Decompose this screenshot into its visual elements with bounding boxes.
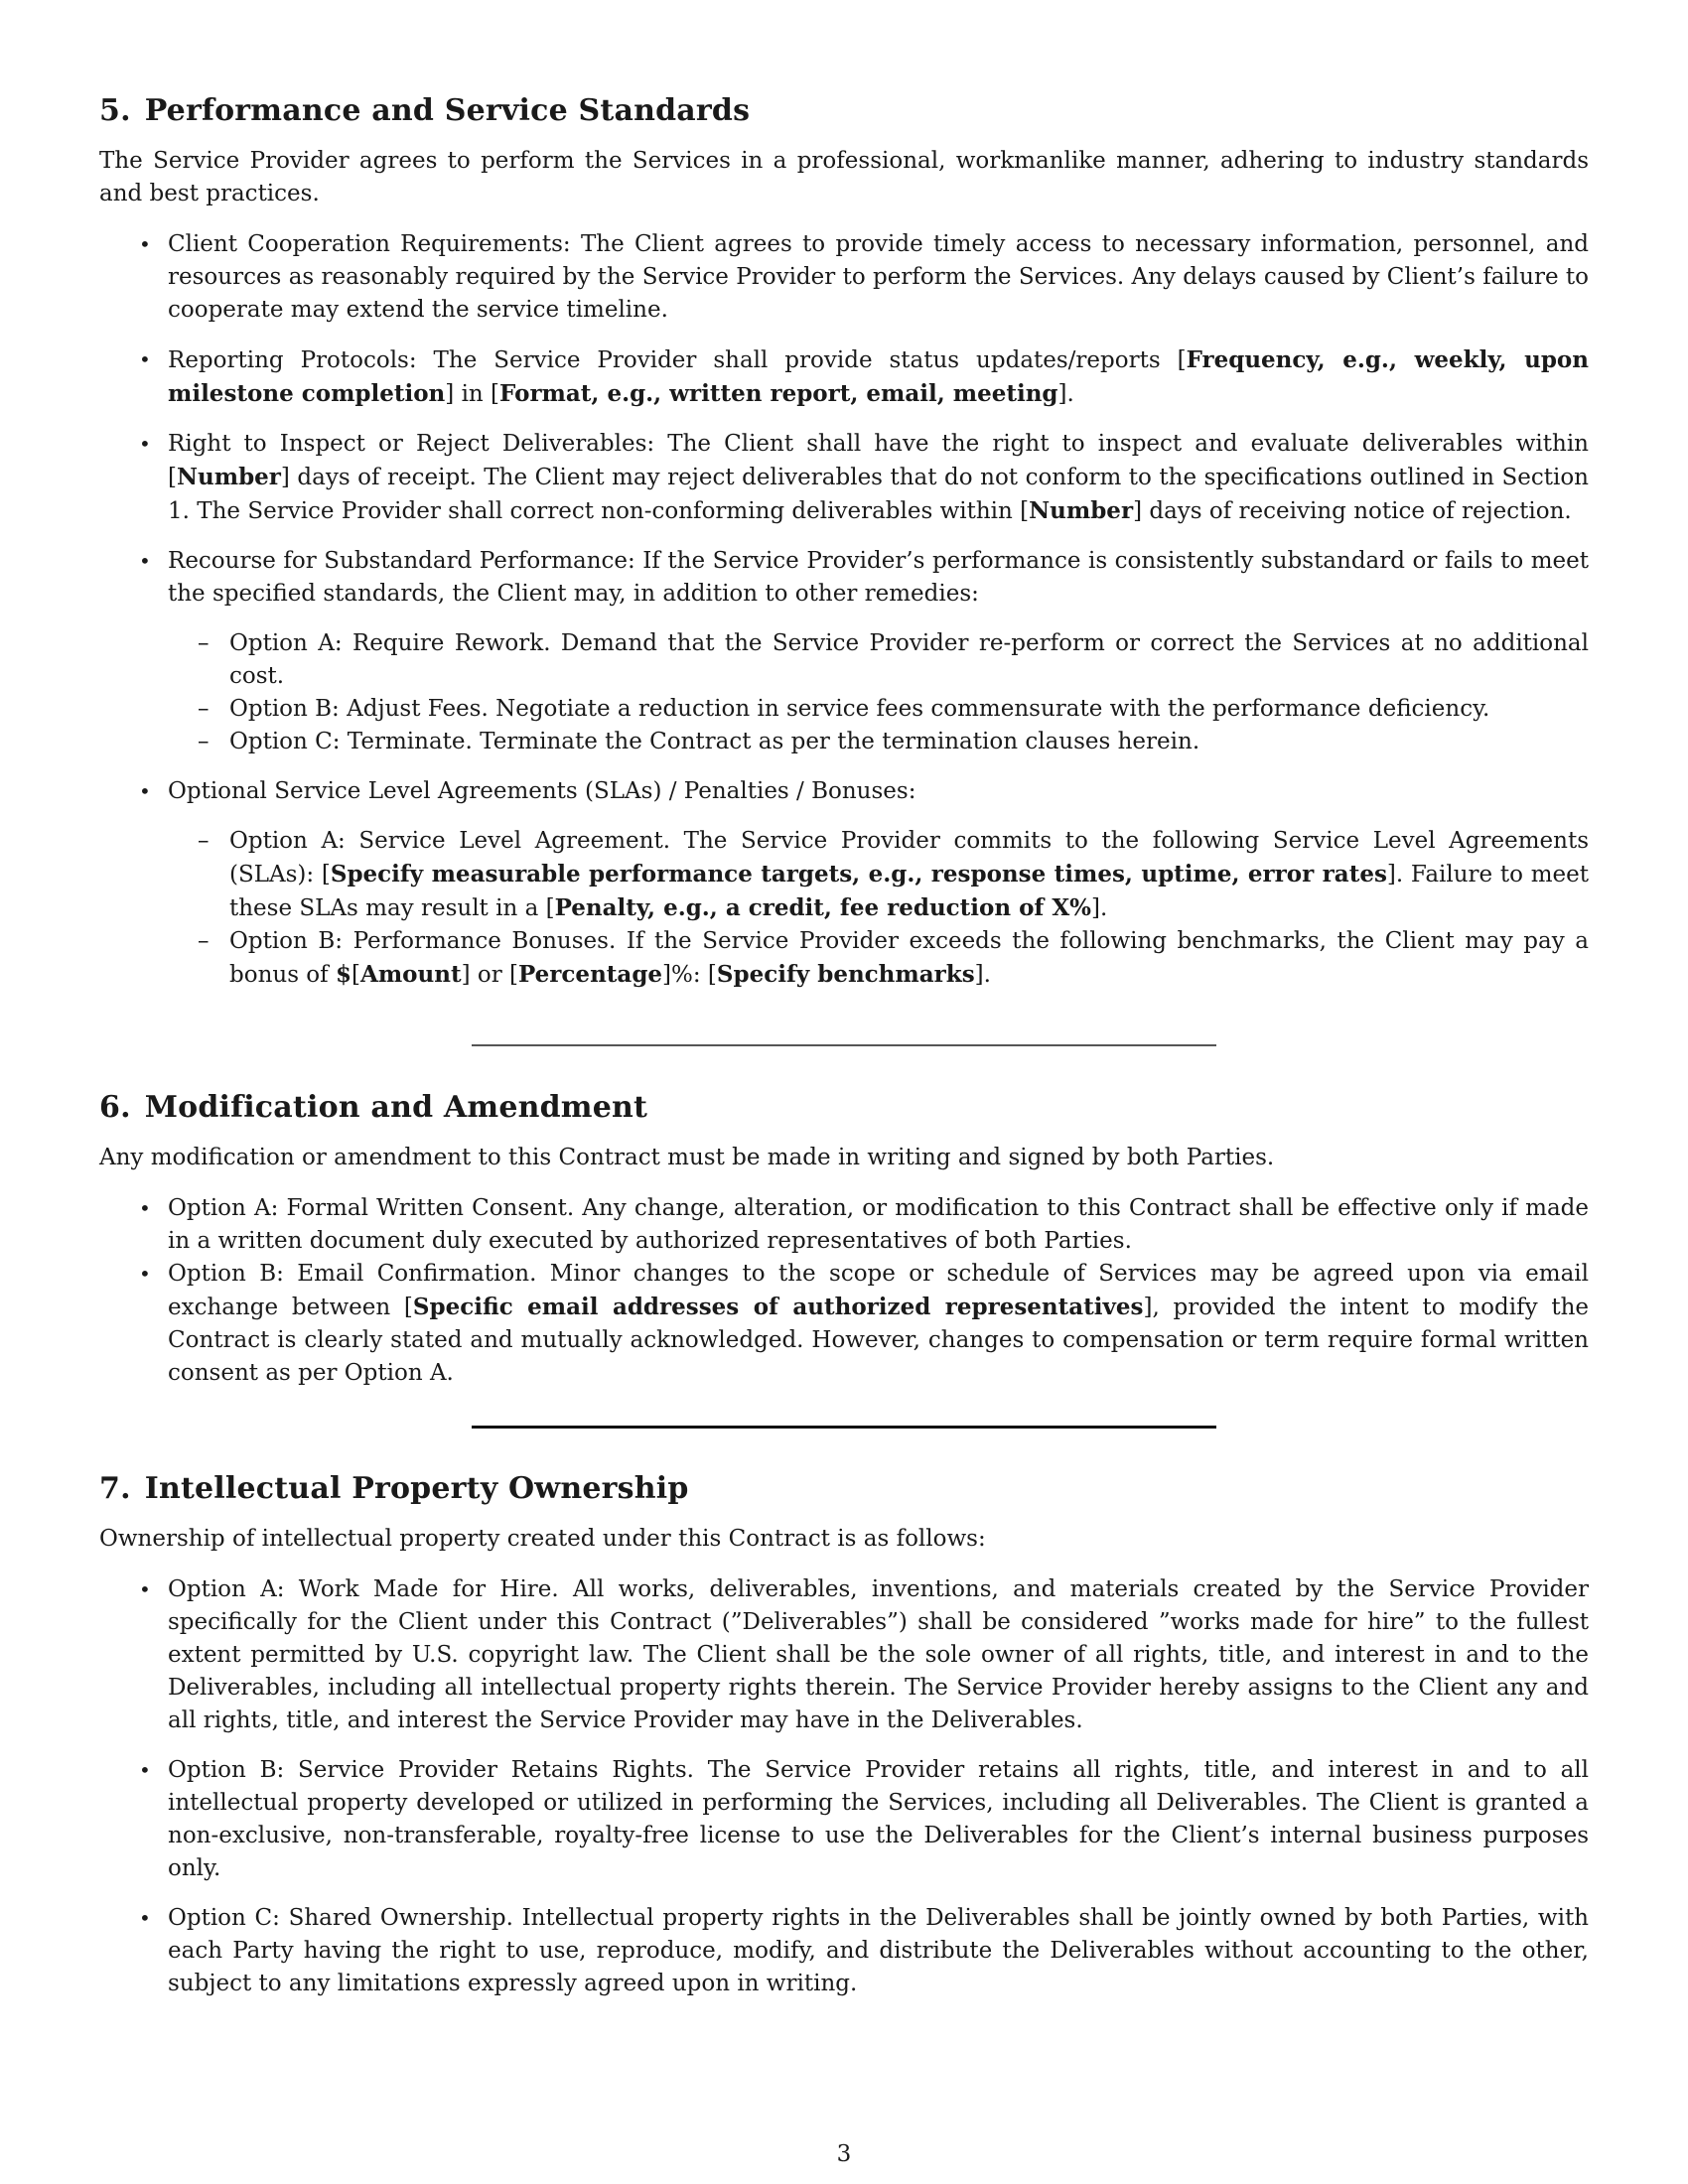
option-item — [168, 693, 1589, 726]
body-text: ] days of receipt. The Client may reject deliverables that do not conform to the specifications outlined in Section 1. The Service Provider shall correct non-conforming deliverables within [ — [168, 465, 1589, 524]
option-item — [168, 825, 1589, 925]
horizontal-rule — [472, 1426, 1216, 1429]
placeholder-field-text: Specify measurable performance targets, e.g., response times, uptime, error rates — [330, 861, 1387, 887]
placeholder-field-text: Penalty, e.g., a credit, fee reduction of X% — [554, 894, 1092, 921]
body-text: Client Cooperation Requirements: The Client agrees to provide timely access to necessary information, personnel, and resources as reasonably required by the Service Provider to perform the Services. Any delays caused by Client’s failure to cooperate may extend the service timeline. — [168, 231, 1589, 323]
body-text: [ — [352, 962, 360, 988]
bullet-icon: • — [139, 1262, 151, 1286]
body-text: Option A: Work Made for Hire. All works, deliverables, inventions, and materials created by the Service Provider specifically for the Client under this Contract (”Deliverables”) shall be considered ”works made for hire” to the fullest extent permitted by U.S. copyright law. The Client shall be the sole owner of all rights, title, and interest in and to the Deliverables, including all intellectual property rights therein. The Service Provider hereby assigns to the Client any and all rights, title, and interest the Service Provider may have in the Deliverables. — [168, 1576, 1589, 1733]
horizontal-rule — [472, 1044, 1216, 1046]
dash-icon: – — [198, 630, 210, 656]
clause-text — [168, 1261, 1589, 1386]
bullet-icon: • — [139, 1906, 151, 1930]
bullet-icon: • — [139, 1758, 151, 1782]
section-number: 7. — [99, 1471, 131, 1506]
option-list — [168, 825, 1589, 992]
clause-text — [168, 431, 1589, 524]
body-text: Option C: Shared Ownership. Intellectual property rights in the Deliverables shall be jointly owned by both Parties, with each Party having the right to use, reproduce, modify, and distribute the Deliverables without accounting to the other, subject to any limitations expressly agreed upon in writing. — [168, 1905, 1589, 1996]
body-text: Option A: Require Rework. Demand that the Service Provider re-perform or correct the Services at no additional cost. — [229, 630, 1589, 689]
option-text — [229, 928, 1589, 988]
body-text: ], provided the intent to modify the Contract is clearly stated and mutually acknowledged. However, changes to compensation or term require formal written consent as per Option A. — [168, 1295, 1589, 1386]
body-text: ]. — [1057, 381, 1074, 407]
clause-item — [99, 1573, 1589, 1737]
clause-list — [99, 1573, 1589, 2000]
clause-text — [168, 1195, 1589, 1254]
clause-text — [168, 1576, 1589, 1733]
body-text: ]%: [ — [662, 962, 717, 988]
placeholder-field-text: Specify benchmarks — [716, 961, 975, 988]
clause-item — [99, 775, 1589, 992]
bullet-icon: • — [139, 232, 151, 256]
option-text — [229, 696, 1489, 722]
section-heading — [99, 1088, 1589, 1128]
option-item — [168, 627, 1589, 693]
body-text: Option A: Formal Written Consent. Any change, alteration, or modification to this Contract shall be effective only if made in a written document duly executed by authorized representatives of both Parties. — [168, 1195, 1589, 1254]
clause-text — [168, 778, 915, 804]
section-title: Performance and Service Standards — [144, 93, 751, 128]
section-title: Intellectual Property Ownership — [144, 1471, 689, 1506]
clause-text — [168, 1905, 1589, 1996]
dash-icon: – — [198, 928, 210, 954]
clause-list — [99, 1192, 1589, 1390]
option-text — [229, 828, 1589, 921]
clause-item — [99, 1902, 1589, 2000]
placeholder-field-text: Frequency, e.g., weekly, upon milestone completion — [168, 346, 1589, 407]
bullet-icon: • — [139, 1196, 151, 1220]
body-text: Option B: Adjust Fees. Negotiate a reduction in service fees commensurate with the performance deficiency. — [229, 696, 1490, 722]
option-item — [168, 925, 1589, 992]
placeholder-field-text: Format, e.g., written report, email, meeting — [499, 380, 1058, 407]
placeholder-field-text: Specific email addresses of authorized representatives — [412, 1294, 1144, 1320]
body-text: ] or [ — [461, 962, 518, 988]
section-6 — [99, 1088, 1589, 1390]
body-text: Optional Service Level Agreements (SLAs) / Penalties / Bonuses: — [168, 778, 916, 804]
clause-text — [168, 1757, 1589, 1881]
body-text: Reporting Protocols: The Service Provider shall provide status updates/reports [ — [168, 347, 1187, 373]
placeholder-field-text: Amount — [359, 961, 462, 988]
body-text: ] in [ — [445, 381, 500, 407]
clause-item — [99, 428, 1589, 528]
placeholder-field-text: $ — [335, 961, 352, 988]
option-item — [168, 726, 1589, 758]
section-7 — [99, 1469, 1589, 2000]
clause-list — [99, 228, 1589, 992]
clause-text — [168, 548, 1589, 607]
bullet-icon: • — [139, 779, 151, 803]
dash-icon: – — [198, 828, 210, 854]
bullet-icon: • — [139, 549, 151, 573]
section-title: Modification and Amendment — [144, 1090, 648, 1125]
body-text: Option B: Email Confirmation. Minor changes to the scope or schedule of Services may be agreed upon via email exchange between [ — [168, 1261, 1589, 1320]
clause-item — [99, 545, 1589, 758]
clause-item — [99, 1754, 1589, 1885]
clause-text — [168, 231, 1589, 323]
bullet-icon: • — [139, 1577, 151, 1601]
section-divider — [99, 1009, 1589, 1088]
section-heading — [99, 91, 1589, 131]
bullet-icon: • — [139, 432, 151, 456]
clause-item — [99, 1192, 1589, 1258]
placeholder-field-text: Percentage — [518, 961, 663, 988]
clause-item — [99, 343, 1589, 411]
dash-icon: – — [198, 729, 210, 754]
body-text: Option B: Service Provider Retains Rights. The Service Provider retains all rights, title, and interest in and to all intellectual property developed or utilized in performing the Services, including all Deliverables. The Client is granted a non-exclusive, non-transferable, royalty-free license to use the Deliverables for the Client’s internal business purposes only. — [168, 1757, 1589, 1881]
bullet-icon: • — [139, 347, 151, 371]
section-intro: The Service Provider agrees to perform the Services in a professional, workmanlike manner, adhering to industry standards and best practices. — [99, 148, 1589, 206]
page-number: 3 — [836, 2141, 852, 2167]
option-text — [229, 630, 1589, 689]
body-text: Option A: Service Level Agreement. The Service Provider commits to the following Service Level Agreements (SLAs): [ — [229, 828, 1589, 887]
section-5 — [99, 91, 1589, 992]
body-text: Recourse for Substandard Performance: If the Service Provider’s performance is consistently substandard or fails to meet the specified standards, the Client may, in addition to other remedies: — [168, 548, 1589, 607]
section-number: 5. — [99, 93, 131, 128]
body-text: Option C: Terminate. Terminate the Contract as per the termination clauses herein. — [229, 729, 1200, 754]
body-text: ]. — [974, 962, 991, 988]
body-text: ]. — [1091, 895, 1108, 921]
option-text — [229, 729, 1199, 754]
clause-item — [99, 1258, 1589, 1390]
body-text: ] days of receiving notice of rejection. — [1133, 498, 1572, 524]
dash-icon: – — [198, 696, 210, 722]
section-number: 6. — [99, 1090, 131, 1125]
clause-item — [99, 228, 1589, 327]
page-content — [99, 91, 1589, 2017]
body-text: Option B: Performance Bonuses. If the Service Provider exceeds the following benchmarks, the Client may pay a bonus of — [229, 928, 1589, 988]
placeholder-field-text: Number — [1029, 497, 1134, 524]
option-list — [168, 627, 1589, 758]
section-intro: Any modification or amendment to this Contract must be made in writing and signed by both Parties. — [99, 1145, 1275, 1170]
body-text: Right to Inspect or Reject Deliverables: The Client shall have the right to inspect and evaluate deliverables within [ — [168, 431, 1589, 490]
section-divider — [99, 1390, 1589, 1469]
section-heading — [99, 1469, 1589, 1509]
section-intro: Ownership of intellectual property created under this Contract is as follows: — [99, 1526, 986, 1552]
clause-text — [168, 347, 1589, 407]
body-text: ]. Failure to meet these SLAs may result in a [ — [229, 862, 1589, 921]
placeholder-field-text: Number — [176, 464, 281, 490]
